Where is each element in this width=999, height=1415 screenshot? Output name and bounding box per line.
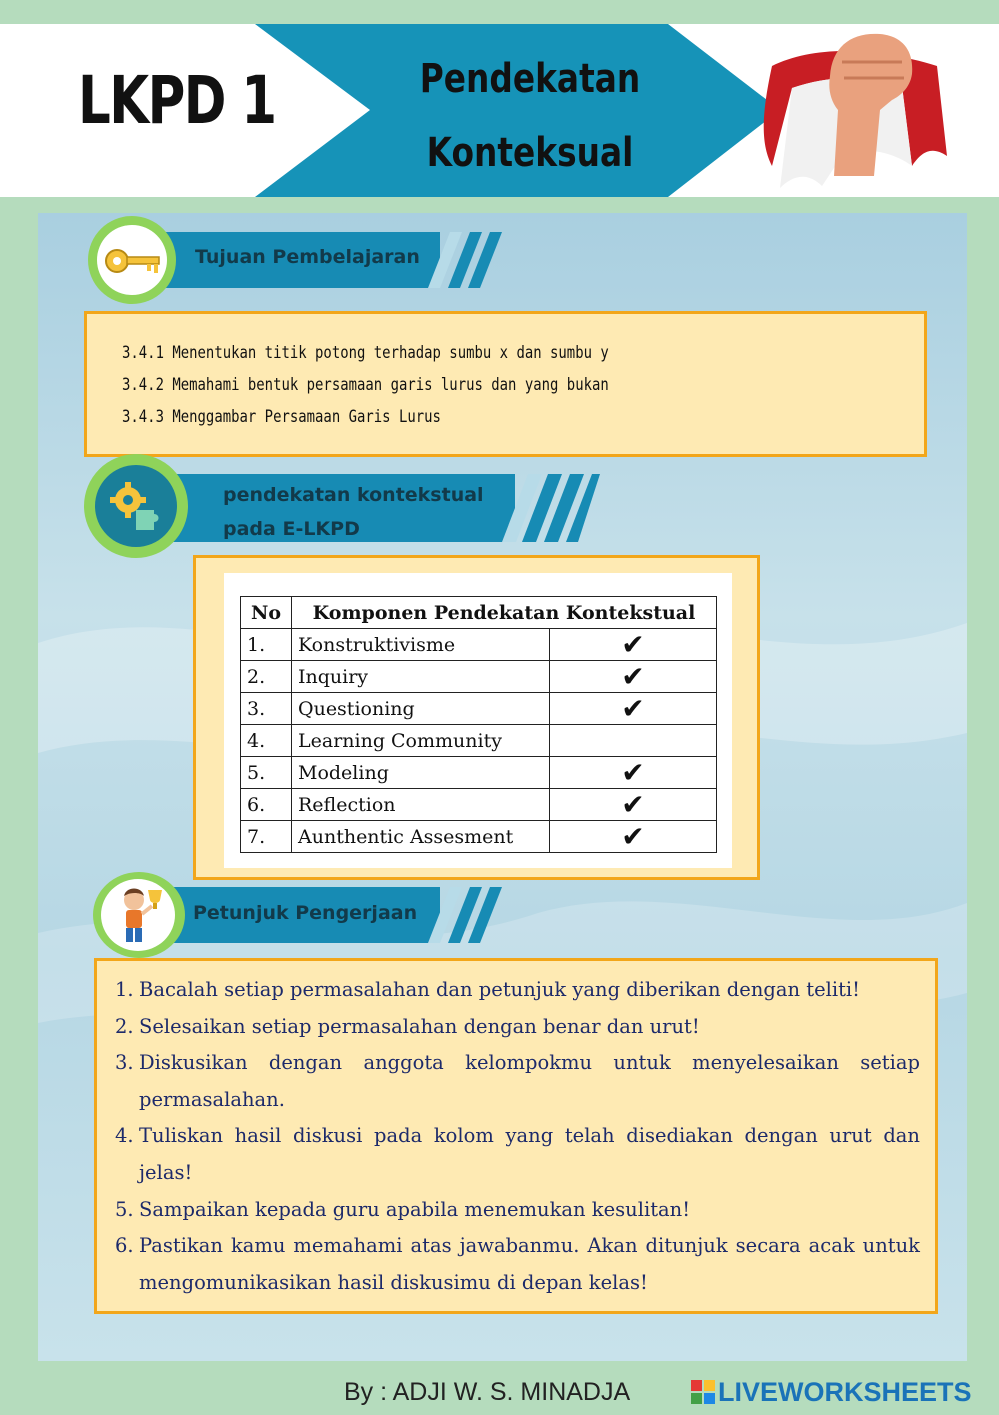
row-component: Inquiry	[292, 661, 550, 693]
step-text: Bacalah setiap permasalahan dan petunjuk yang diberikan dengan teliti!	[139, 978, 860, 1001]
list-item	[115, 1045, 920, 1118]
page-title: LKPD 1	[78, 62, 276, 139]
subtitle-line-2: Konteksual	[426, 130, 634, 176]
checkmark-icon: ✔	[550, 757, 717, 789]
objective-item-3: 3.4.3 Menggambar Persamaan Garis Lurus	[122, 407, 441, 427]
list-item	[115, 1192, 920, 1229]
liveworksheets-brand[interactable]: LIVEWORKSHEETS	[718, 1377, 972, 1407]
instructions-list	[115, 972, 920, 1301]
fist-flag-icon	[752, 26, 952, 192]
objective-item-2: 3.4.2 Memahami bentuk persamaan garis lurus dan yang bukan	[122, 375, 609, 395]
row-component: Konstruktivisme	[292, 629, 550, 661]
pendekatan-heading-line-1: pendekatan kontekstual	[223, 484, 484, 506]
step-number: 2.	[115, 1014, 134, 1038]
step-text: Selesaikan setiap permasalahan dengan benar dan urut!	[139, 1014, 700, 1038]
row-no: 1.	[241, 629, 292, 661]
table-header-row	[241, 597, 717, 629]
step-number: 5.	[115, 1197, 134, 1221]
checkmark-cell-empty	[550, 725, 717, 757]
checkmark-icon: ✔	[550, 821, 717, 853]
header-no: No	[241, 597, 292, 629]
step-text: Sampaikan kepada guru apabila menemukan kesulitan!	[139, 1197, 691, 1221]
pendekatan-heading	[223, 478, 484, 546]
gear-puzzle-icon	[108, 480, 168, 532]
table-row	[241, 789, 717, 821]
row-component: Learning Community	[292, 725, 550, 757]
components-table	[240, 596, 717, 853]
step-text: Tuliskan hasil diskusi pada kolom yang telah disediakan dengan urut dan jelas!	[139, 1124, 920, 1184]
checkmark-icon: ✔	[550, 789, 717, 821]
step-number: 3.	[115, 1051, 134, 1075]
row-no: 5.	[241, 757, 292, 789]
row-no: 4.	[241, 725, 292, 757]
subtitle-line-1: Pendekatan	[419, 56, 641, 102]
row-no: 6.	[241, 789, 292, 821]
list-item	[115, 972, 920, 1009]
checkmark-icon: ✔	[550, 693, 717, 725]
liveworksheets-logo-icon	[690, 1379, 716, 1405]
row-component: Questioning	[292, 693, 550, 725]
row-component: Aunthentic Assesment	[292, 821, 550, 853]
row-component: Modeling	[292, 757, 550, 789]
row-no: 3.	[241, 693, 292, 725]
step-number: 1.	[115, 978, 134, 1001]
table-row	[241, 725, 717, 757]
table-row	[241, 821, 717, 853]
list-item	[115, 1009, 920, 1046]
key-icon	[103, 243, 163, 279]
step-text: Pastikan kamu memahami atas jawabanmu. Akan ditunjuk secara acak untuk mengomunikasikan hasil diskusimu di depan kelas!	[139, 1234, 920, 1294]
table-row	[241, 661, 717, 693]
row-component: Reflection	[292, 789, 550, 821]
checkmark-icon: ✔	[550, 661, 717, 693]
row-no: 7.	[241, 821, 292, 853]
kid-trophy-icon	[112, 884, 166, 948]
table-row	[241, 693, 717, 725]
list-item	[115, 1228, 920, 1301]
header-component: Komponen Pendekatan Kontekstual	[292, 597, 717, 629]
step-text: Diskusikan dengan anggota kelompokmu untuk menyelesaikan setiap permasalahan.	[139, 1051, 920, 1111]
step-number: 6.	[115, 1234, 134, 1258]
list-item	[115, 1118, 920, 1191]
page-subtitle	[407, 42, 653, 190]
table-row	[241, 629, 717, 661]
step-number: 4.	[115, 1124, 134, 1148]
checkmark-icon: ✔	[550, 629, 717, 661]
tujuan-heading: Tujuan Pembelajaran	[195, 246, 420, 268]
row-no: 2.	[241, 661, 292, 693]
objective-item-1: 3.4.1 Menentukan titik potong terhadap sumbu x dan sumbu y	[122, 343, 609, 363]
author-credit: By : ADJI W. S. MINADJA	[344, 1378, 631, 1406]
pendekatan-heading-line-2: pada E-LKPD	[223, 518, 360, 540]
petunjuk-heading: Petunjuk Pengerjaan	[193, 902, 418, 924]
table-row	[241, 757, 717, 789]
